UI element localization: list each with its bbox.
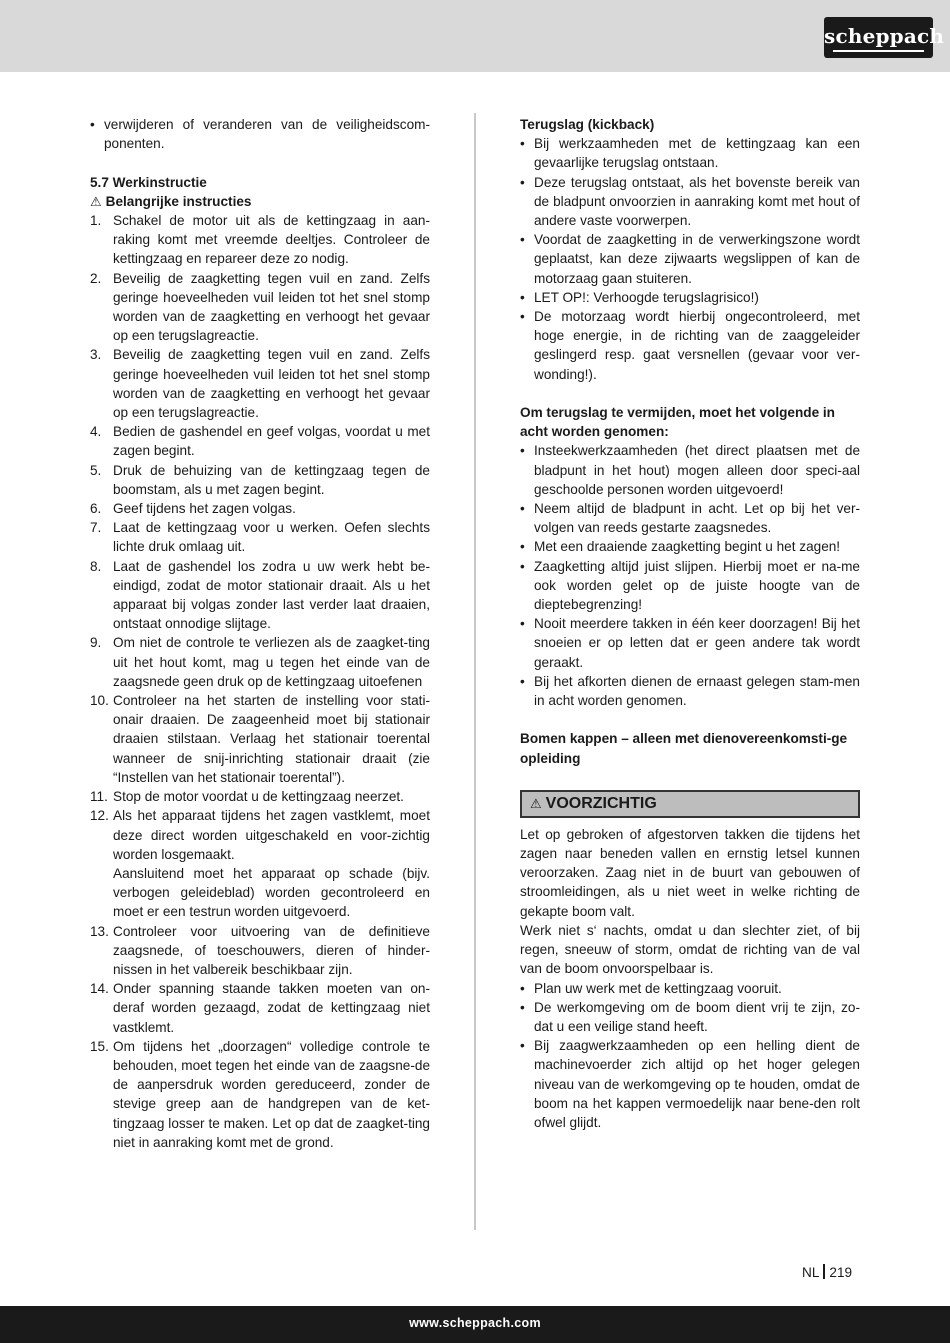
language-code: NL <box>802 1265 820 1280</box>
list-item: 11. Stop de motor voordat u de kettingzaag neerzet. <box>90 789 404 805</box>
list-item: • Neem altijd de bladpunt in acht. Let op bij het ver-volgen van reeds gestarte zaagsnedes. <box>520 501 860 536</box>
list-item: 9. Om niet de controle te verliezen als de zaagket-ting uit het hout komt, mag u tegen het einde van de zaagsnede geen druk op de kettingzaag uitoefenen <box>90 635 430 689</box>
list-item: • Plan uw werk met de kettingzaag vooruit. <box>520 980 782 996</box>
list-item: • Bij zaagwerkzaamheden op een helling dient de machinevoerder zich altijd op het hoger gelegen niveau van de werkomgeving op te houden, omdat de boom na het kappen vermoedelijk naar bene-den rolt ofwel glijdt. <box>520 1038 860 1130</box>
right-column <box>520 115 860 1132</box>
caution-paragraph: Werk niet s‘ nachts, omdat u dan slechter ziet, of bij regen, sneeuw of storm, omdat de richting van de val van de boom onvoorspelbaar is. <box>520 922 860 977</box>
page-number-separator <box>823 1264 825 1279</box>
list-item: 1. Schakel de motor uit als de kettingzaag in aan-raking komt met vreemde deeltjes. Controleer de kettingzaag en repareer deze zo nodig. <box>90 213 430 267</box>
warning-icon: ⚠ <box>90 193 102 209</box>
section-title: 5.7 Werkinstructie <box>90 174 207 190</box>
important-heading: ⚠ Belangrijke instructies <box>90 193 252 209</box>
felling-title: Bomen kappen – alleen met dienovereenkomsti-ge opleiding <box>520 731 848 766</box>
list-item: 13. Controleer voor uitvoering van de definitieve zaagsnede, of toeschouwers, dieren of hinder-nissen in het valbereik beschikbaar zijn. <box>90 923 430 977</box>
footer-bar <box>0 1306 950 1343</box>
left-column <box>90 115 430 1152</box>
list-item: • Voordat de zaagketting in de verwerkingszone wordt geplaatst, kan deze zijwaarts wegslippen of kan de motorzaag gaan stuiteren. <box>520 232 860 286</box>
avoid-kickback-title: Om terugslag te vermijden, moet het volgende in acht worden genomen: <box>520 405 835 440</box>
column-divider <box>474 113 476 1230</box>
warning-icon: ⚠ <box>530 795 542 811</box>
caution-label: VOORZICHTIG <box>545 794 657 812</box>
list-item: • Deze terugslag ontstaat, als het bovenste bereik van de bladpunt onvoorzien in aanraking komt met hout of andere vaste voorwerpen. <box>520 174 860 229</box>
logo-underline <box>833 50 924 52</box>
list-item: • De motorzaag wordt hierbij ongecontroleerd, met hoge energie, in de richting van de zaaggeleider geslingerd resp. gaat versnellen (gevaar voor ver-wonding!). <box>520 309 860 382</box>
list-item: 3. Beveilig de zaagketting tegen vuil en zand. Zelfs geringe hoeveelheden vuil leiden tot het snel stomp worden van de zaagketting en verhoogt het gevaar op een terugslagreactie. <box>90 347 430 421</box>
list-item: • Bij het afkorten dienen de ernaast gelegen stam-men in acht worden genomen. <box>520 673 860 709</box>
list-item: 10. Controleer na het starten de instelling voor stati-onair draaien. De zaageenheid moet bij stationair draaien stilstaan. Verlaag het stationair toerental wanneer de snij-inrichting stationair draait (zie “Instellen van het stationair toerental”). <box>90 693 430 785</box>
list-item: • Zaagketting altijd juist slijpen. Hierbij moet er na-me ook worden gelet op de juiste hoogte van de dieptebegrenzing! <box>520 558 860 613</box>
list-item: • LET OP!: Verhoogde terugslagrisico!) <box>520 289 759 305</box>
list-item: 7. Laat de kettingzaag voor u werken. Oefen slechts lichte druk omlaag uit. <box>90 520 430 555</box>
list-item: 5. Druk de behuizing van de kettingzaag tegen de boomstam, als u met zagen begint. <box>90 462 430 497</box>
list-item: 6. Geef tijdens het zagen volgas. <box>90 501 296 517</box>
list-item: • Met een draaiende zaagketting begint u het zagen! <box>520 539 841 555</box>
list-item: • Insteekwerkzaamheden (het direct plaatsen met de bladpunt in het hout) mogen alleen door speci-aal geschoolde personen worden uitgevoerd! <box>520 443 860 497</box>
page-number <box>802 1264 852 1280</box>
page-number-value: 219 <box>829 1265 853 1280</box>
header-bar <box>0 0 950 72</box>
caution-box <box>520 790 860 818</box>
list-item: 14. Onder spanning staande takken moeten van on-deraf worden gezaagd, zodat de kettingzaag niet vastklemt. <box>90 981 430 1035</box>
kickback-title: Terugslag (kickback) <box>520 117 655 132</box>
caution-paragraph: Let op gebroken of afgestorven takken die tijdens het zagen naar beneden vallen en ernstig letsel kunnen veroorzaken. Zaag niet in de buurt van gebouwen of stroomleidingen, als u niet weet in welke richting de gekapte boom valt. <box>520 826 860 919</box>
list-item: • verwijderen of veranderen van de veiligheidscom-ponenten. <box>90 117 430 152</box>
list-item: • Bij werkzaamheden met de kettingzaag kan een gevaarlijke terugslag ontstaan. <box>520 136 860 171</box>
list-item: 15. Om tijdens het „doorzagen“ volledige controle te behouden, moet tegen het einde van de zaagsne-de de aanpersdruk worden gereduceerd, zonder de stevige greep aan de handgrepen van de ket-tingzaag losser te maken. Let op dat de zaagket-ting niet in aanraking komt met de grond. <box>90 1038 430 1150</box>
list-item: • De werkomgeving om de boom dient vrij te zijn, zo-dat u een veilige stand heeft. <box>520 999 860 1034</box>
logo-text: scheppach <box>824 24 945 48</box>
list-item: • Nooit meerdere takken in één keer doorzagen! Bij het snoeien er op letten dat er geen andere tak wordt geraakt. <box>520 616 860 670</box>
list-item: 2. Beveilig de zaagketting tegen vuil en zand. Zelfs geringe hoeveelheden vuil leiden tot het snel stomp worden van de zaagketting en verhoogt het gevaar op een terugslagreactie. <box>90 270 430 344</box>
website-url: www.scheppach.com <box>409 1316 541 1330</box>
list-item: 12. Als het apparaat tijdens het zagen vastklemt, moet deze direct worden uitgeschakeld en voor-zichtig worden losgemaakt. Aansluitend moet het apparaat op schade (bijv. verbogen geleideblad) worden gecontroleerd en moet er een testrun worden uitgevoerd. <box>90 808 430 920</box>
scheppach-logo <box>824 17 945 58</box>
list-item: 8. Laat de gashendel los zodra u uw werk hebt be-eindigd, zodat de motor stationair draait. Als u het apparaat bij volgas zonder last verder laat draaien, ontstaat onnodige slijtage. <box>90 558 430 632</box>
list-item: 4. Bedien de gashendel en geef volgas, voordat u met zagen begint. <box>90 424 430 459</box>
